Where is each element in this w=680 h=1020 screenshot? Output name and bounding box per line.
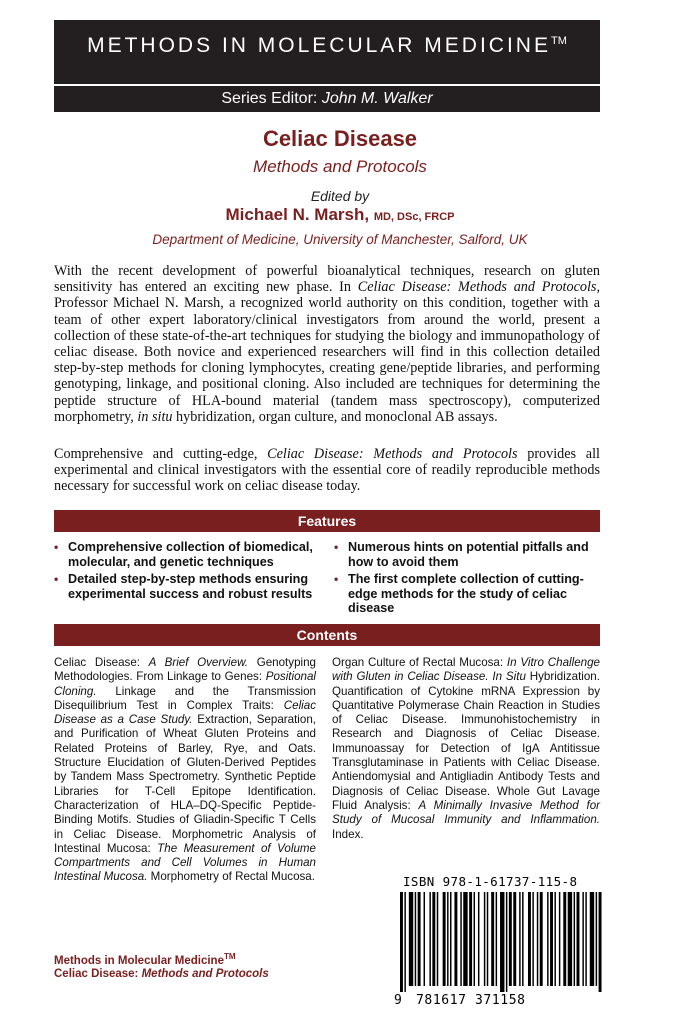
bullet-icon: • (54, 540, 59, 554)
contents-text-run: Hybridization. Quantification of Cytokine mRNA Expression by Quantitative Polymerase Chain Reaction in Studies of Celiac Disease. Immunohistochemistry in Research and Diagnosis of Celiac Disease. Immunoassay for Detection of IgA Antitissue Transglutaminase in Patients with Celiac Disease. Antiendomysial and Antigliadin Antibody Tests and Diagnosis of Celiac Disease. Whole Gut Lavage Fluid Analysis: (332, 670, 600, 812)
barcode-bar (404, 892, 405, 992)
contents-text-run: The Measurement of Volume Compartments and Cell Volumes in Human Intestinal Mucosa. (54, 841, 316, 884)
barcode-bar (577, 892, 580, 986)
series-footer (54, 950, 354, 982)
barcode-bar (509, 892, 512, 986)
series-title: METHODS IN MOLECULAR MEDICINE™ (87, 34, 567, 57)
editor-credentials: MD, DSc, FRCP (373, 211, 455, 223)
book-subtitle: Methods and Protocols (253, 157, 427, 176)
barcode-bar (460, 892, 461, 986)
footer-series-line: Methods in Molecular Medicine™ (54, 952, 236, 967)
trademark-mark: TM (550, 35, 567, 47)
barcode-bar (450, 892, 451, 986)
barcode-bar (447, 892, 448, 986)
feature-item: • Numerous hints on potential pitfalls and how to avoid them (334, 540, 589, 569)
contents-text-run: Celiac Disease: (54, 656, 149, 669)
barcode-bar (500, 892, 504, 992)
barcode-icon (398, 892, 605, 992)
barcode-bar (432, 892, 435, 986)
barcode-bar (532, 892, 533, 986)
barcode-bar (522, 892, 523, 986)
barcode-bar (478, 892, 479, 986)
contents-text-run: Positional Cloning. (54, 670, 316, 698)
contents-text-run: Extraction, Separation, and Purification of Wheat Gluten Proteins and Related Proteins of Barley, Rye, and Oats. Structure Elucidation of Gluten-Derived Peptides by Tandem Mass Spectrometry. Synthetic Peptide Libraries for T-Cell Epitope Identification. Characterization of HLA–DQ-Specific Peptide-Binding Motifs. Studies of Gliadin-Specific T Cells in Celiac Disease. Morphometric Analysis of Intestinal Mucosa: (54, 713, 316, 855)
editor-affiliation: Department of Medicine, University of Manchester, Salford, UK (152, 232, 528, 247)
series-header (54, 20, 600, 112)
features-column-left (54, 540, 324, 604)
series-editor-name: John M. Walker (321, 90, 433, 107)
barcode-bar (528, 892, 531, 986)
features-list (54, 540, 600, 615)
contents-text-run: In Vitro Challenge with Gluten in Celiac Disease. In Situ (332, 656, 600, 684)
contents-text-run: Celiac Disease as a Case Study. (54, 698, 316, 727)
contents-heading: Contents (54, 624, 600, 646)
editor-name: Michael N. Marsh, MD, DSc, FRCP (225, 205, 455, 224)
features-column-right (334, 540, 600, 619)
barcode-bar (400, 892, 403, 992)
barcode-bar (496, 892, 497, 986)
barcode-bar (506, 892, 507, 992)
barcode-bar (487, 892, 488, 986)
barcode-bar (424, 892, 425, 986)
footer-title-line: Celiac Disease: Methods and Protocols (54, 968, 269, 981)
barcode-bar (474, 892, 475, 986)
feature-item: • Comprehensive collection of biomedical, molecular, and genetic techniques (54, 540, 313, 569)
contents-column-right (332, 656, 600, 842)
barcode-bar (484, 892, 485, 986)
series-editor: Series Editor: John M. Walker (221, 90, 433, 107)
features-heading: Features (54, 510, 600, 532)
feature-item: • The first complete collection of cutting-edge methods for the study of celiac disease (334, 572, 584, 615)
barcode-bar (585, 892, 586, 986)
contents-text-run: Morphometry of Rectal Mucosa. (147, 870, 315, 884)
barcode-bar (540, 892, 543, 986)
bullet-icon: • (54, 572, 59, 586)
feature-item: • Detailed step-by-step methods ensuring experimental success and robust results (54, 572, 313, 601)
book-title: Celiac Disease (262, 126, 418, 151)
contents-text-run: A Minimally Invasive Method for Study of Mucosal Immunity and Inflammation. (332, 798, 601, 827)
header-divider (54, 84, 600, 86)
barcode-bar (550, 892, 553, 986)
barcode-bar (491, 892, 494, 986)
isbn-label: ISBN 978-1-61737-115-8 (403, 874, 578, 889)
barcode-bar (437, 892, 438, 986)
barcode-bar (409, 892, 413, 986)
contents-column-left (54, 656, 316, 885)
contents-text-run: Linkage and the Transmission Disequilibrium Test in Complex Traits: (54, 684, 316, 712)
barcode-bar (513, 892, 516, 986)
barcode-bar (537, 892, 538, 986)
barcode-bar (596, 892, 597, 986)
contents-text-run: Index. (332, 827, 364, 841)
barcode-bar (469, 892, 472, 986)
bullet-icon: • (334, 572, 339, 586)
description-paragraph-1: With the recent development of powerful bioanalytical techniques, research on gluten sensitivity has entered an exciting new phase. In Celiac Disease: Methods and Protocols, Professor Michael N. Marsh, a recognized world authority on this condition, together with a team of other expert laboratory/clinical investigators from around the world, present a collection of these state-of-the-art techniques for studying the biology and immunopathology of celiac disease. Both novice and experienced researchers will find in this collection detailed step-by-step methods for cloning lymphocytes, creating gene/peptide libraries, and performing genotyping, linkage, and positional cloning. Also included are techniques for determining the peptide structure of HLA-bound material (tandem mass spectroscopy), computerized morphometry, in situ hybridization, organ culture, and monoclonal AB assays. (54, 263, 600, 425)
barcode-bar (415, 892, 416, 986)
barcode-bar (463, 892, 467, 986)
contents-text-run: Organ Culture of Rectal Mucosa: (332, 656, 507, 669)
barcode-bar (443, 892, 446, 986)
barcode-bar (590, 892, 594, 986)
barcode-bar (547, 892, 548, 986)
edited-by-label: Edited by (310, 188, 370, 204)
barcode-bar (429, 892, 430, 986)
bullet-icon: • (334, 540, 339, 554)
barcode-bar (582, 892, 583, 986)
barcode-bar (574, 892, 575, 986)
barcode-bar (519, 892, 520, 986)
barcode-bar (554, 892, 555, 986)
barcode-bar (418, 892, 421, 986)
barcode-bar (599, 892, 602, 992)
contents-text-run: Genotyping Methodologies. From Linkage to Genes: (54, 656, 316, 684)
description-paragraph-2: Comprehensive and cutting-edge, Celiac Disease: Methods and Protocols provides all experimental and clinical investigators with the essential core of readily reproducible methods necessary for successful work on celiac disease today. (54, 446, 600, 495)
contents-text-run: A Brief Overview. (148, 656, 249, 669)
barcode-bar (568, 892, 572, 986)
barcode-bar (454, 892, 457, 986)
barcode-bar (559, 892, 560, 986)
barcode-bar (563, 892, 566, 986)
